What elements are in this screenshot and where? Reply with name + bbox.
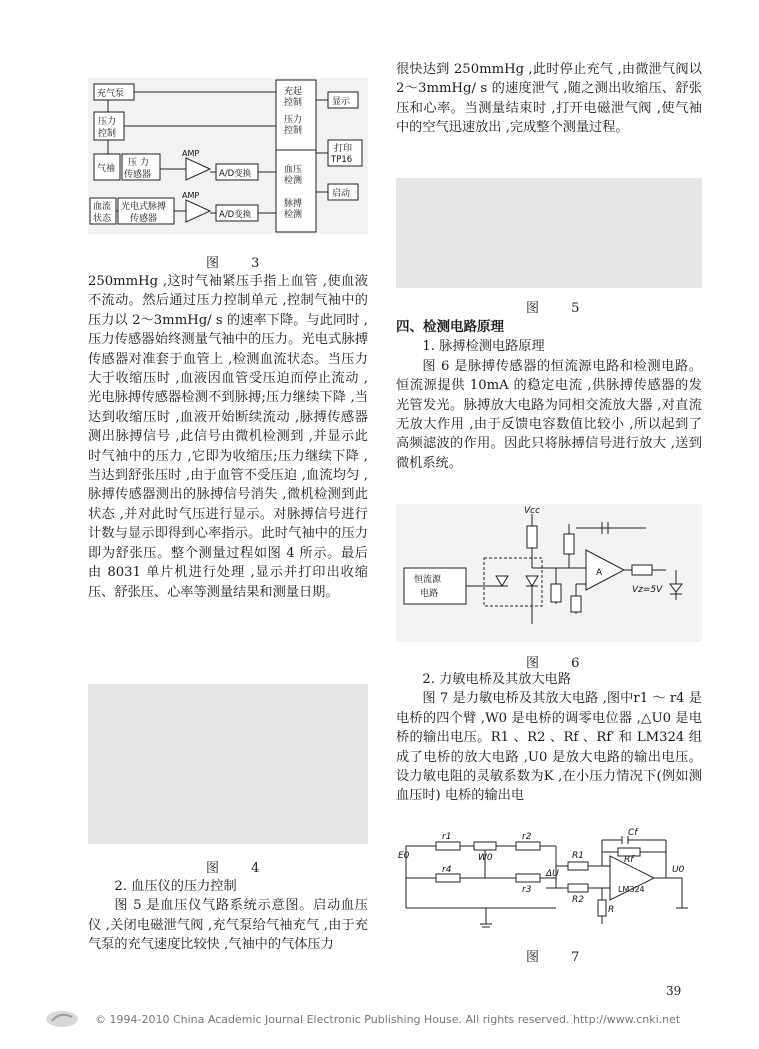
svg-text:传感器: 传感器 [130, 214, 158, 224]
figure-3-caption: 图 3 [206, 256, 274, 271]
section-2-title: 2. 血压仪的压力控制 [114, 879, 237, 894]
copyright-footer: © 1994-2010 China Academic Journal Electronic Publishing House. All rights reserved. http://www.cnki.net [95, 1013, 681, 1026]
figure-6-caption: 图 6 [526, 656, 594, 671]
figure-4-area [88, 684, 368, 844]
svg-text:检测: 检测 [284, 210, 303, 220]
fig6-amp-label: A [596, 568, 603, 578]
left-paragraph-1: 250mmHg ,这时气袖紧压手指上血管 ,使血液不流动。然后通过压力控制单元 ,控制气袖中的压力以 2～3mmHg/ s 的速率下降。与此同时 ,压力传感器始终测量气袖中的压力。光电式脉搏传感器对准套于血管上 ,检测血流状态。当压力大于收缩压时 ,血液因血管受压迫而停止流动 ,光电脉搏传感器检测不到脉搏;压力继续下降 ,当达到收缩压时 ,血液开始断续流动 ,脉搏传感器测出脉搏信号 ,此信号由微机检测到 ,并显示此时气袖中的压力 ,它即为收缩压;压力继续下降 ,当达到舒张压时 ,由于血管不受压迫 ,血流均匀 ,脉搏传感器测出的脉搏信号消失 ,微机检测到此状态 ,并对此时气压进行显示。对脉搏信号进行计数与显示即得到心率指示。此时气袖中的压力即为舒张压。整个测量过程如图 4 所示。最后由 8031 单片机进行处理 ,显示并打印出收缩压、舒张压、心率等测量结果和测量日期。 [88, 274, 368, 600]
R-label: R [608, 905, 615, 915]
pulse-detect-label: 脉搏 [284, 199, 303, 209]
figure-5-area [396, 178, 702, 288]
amp2-label: AMP [182, 191, 200, 200]
section-4-2-title: 2. 力敏电桥及其放大电路 [422, 672, 572, 687]
adc1-label: A/D变换 [219, 169, 252, 179]
figure-4-caption: 图 4 [206, 861, 274, 876]
figure-7-circuit [396, 828, 702, 938]
svg-text:电路: 电路 [420, 589, 439, 599]
r2-label: r2 [522, 832, 532, 842]
adc2-label: A/D变换 [219, 210, 252, 220]
e0-label: E0 [398, 851, 410, 861]
lm324-label: LM324 [618, 885, 645, 894]
section-4-title: 四、检测电路原理 [396, 319, 504, 335]
du-label: ΔU [546, 869, 559, 879]
amp1-label: AMP [182, 149, 200, 158]
r4-label: r4 [442, 865, 452, 875]
inflate-ctrl-label: 充起 [284, 87, 303, 97]
right-paragraph-3: 图 7 是力敏电桥及其放大电路 ,图中r1 ～ r4 是电桥的四个臂 ,W0 是电桥的调零电位器 ,△U0 是电桥的输出电压。R1 、R2 、Rf 、Rf′ 和 LM324 组成了电桥的放大电路 ,U0 是放大电路的输出电压。设力敏电阻的灵敏系数为K ,在小压力情况下(例如测血压时) 电桥的输出电 [396, 691, 702, 804]
svg-text:检测: 检测 [284, 176, 303, 186]
R2-label: R2 [572, 895, 584, 905]
figure-6-circuit [396, 504, 702, 642]
figure-7-caption: 图 7 [526, 950, 594, 965]
figure-3-block-diagram [88, 78, 368, 234]
w0-label: W0 [478, 853, 493, 863]
svg-text:控制: 控制 [284, 98, 303, 108]
right-paragraph-1: 很快达到 250mmHg ,此时停止充气 ,由微泄气阀以 2～3mmHg/ s 的速度泄气 ,随之测出收缩压、舒张压和心率。当测量结束时 ,打开电磁泄气阀 ,使气袖中的空气迅速放出 ,完成整个测量过程。 [396, 62, 702, 136]
pressure-ctrl2-label: 压力 [284, 115, 303, 125]
left-paragraph-2: 图 5 是血压仪气路系统示意图。启动血压仪 ,关闭电磁泄气阀 ,充气泵给气袖充气 ,由于充气泵的充气速度比较快 ,气袖中的气体压力 [88, 898, 368, 953]
section-4-1-title: 1. 脉搏检测电路原理 [422, 339, 545, 355]
svg-text:状态: 状态 [93, 214, 112, 224]
bp-detect-label: 血压 [284, 165, 303, 175]
print-label: 打印 [334, 144, 353, 154]
start-label: 启动 [332, 189, 351, 199]
page-number: 39 [666, 984, 682, 998]
svg-text:控制: 控制 [284, 126, 303, 136]
current-source-label: 恒流源 [414, 575, 442, 585]
svg-text:TP16: TP16 [331, 155, 353, 165]
vcc-label: Vcc [524, 506, 541, 516]
blood-state-label: 血流 [93, 202, 112, 212]
figure-5-caption: 图 5 [526, 301, 594, 316]
svg-text:控制: 控制 [98, 129, 117, 139]
pump-label: 充气泵 [97, 89, 125, 99]
vz-label: Vz=5V [632, 585, 663, 595]
cuff-label: 气袖 [97, 164, 116, 174]
u0-label: U0 [672, 865, 685, 875]
publisher-logo-icon [44, 1009, 80, 1029]
R1-label: R1 [572, 851, 584, 861]
Cf-label: Cf [628, 828, 638, 838]
r3-label: r3 [522, 885, 532, 895]
left-column-text [88, 272, 368, 602]
right-paragraph-2: 图 6 是脉搏传感器的恒流源电路和检测电路。恒流源提供 10mA 的稳定电流 ,供脉搏传感器的发光管发光。脉搏放大电路为同相交流放大器 ,对直流无放大作用 ,由于反馈电容数值比较小 ,所以起到了高频滤波的作用。因此只将脉搏信号进行放大 ,送到微机系统。 [396, 358, 702, 471]
display-label: 显示 [332, 97, 351, 107]
r1-label: r1 [442, 832, 452, 842]
pressure-control-label: 压力 [98, 117, 117, 127]
Rf-label: Rf [624, 855, 634, 865]
svg-text:传感器: 传感器 [124, 170, 152, 180]
photo-sensor-label: 光电式脉搏 [121, 202, 167, 212]
pressure-sensor-label: 压 力 [128, 158, 149, 168]
